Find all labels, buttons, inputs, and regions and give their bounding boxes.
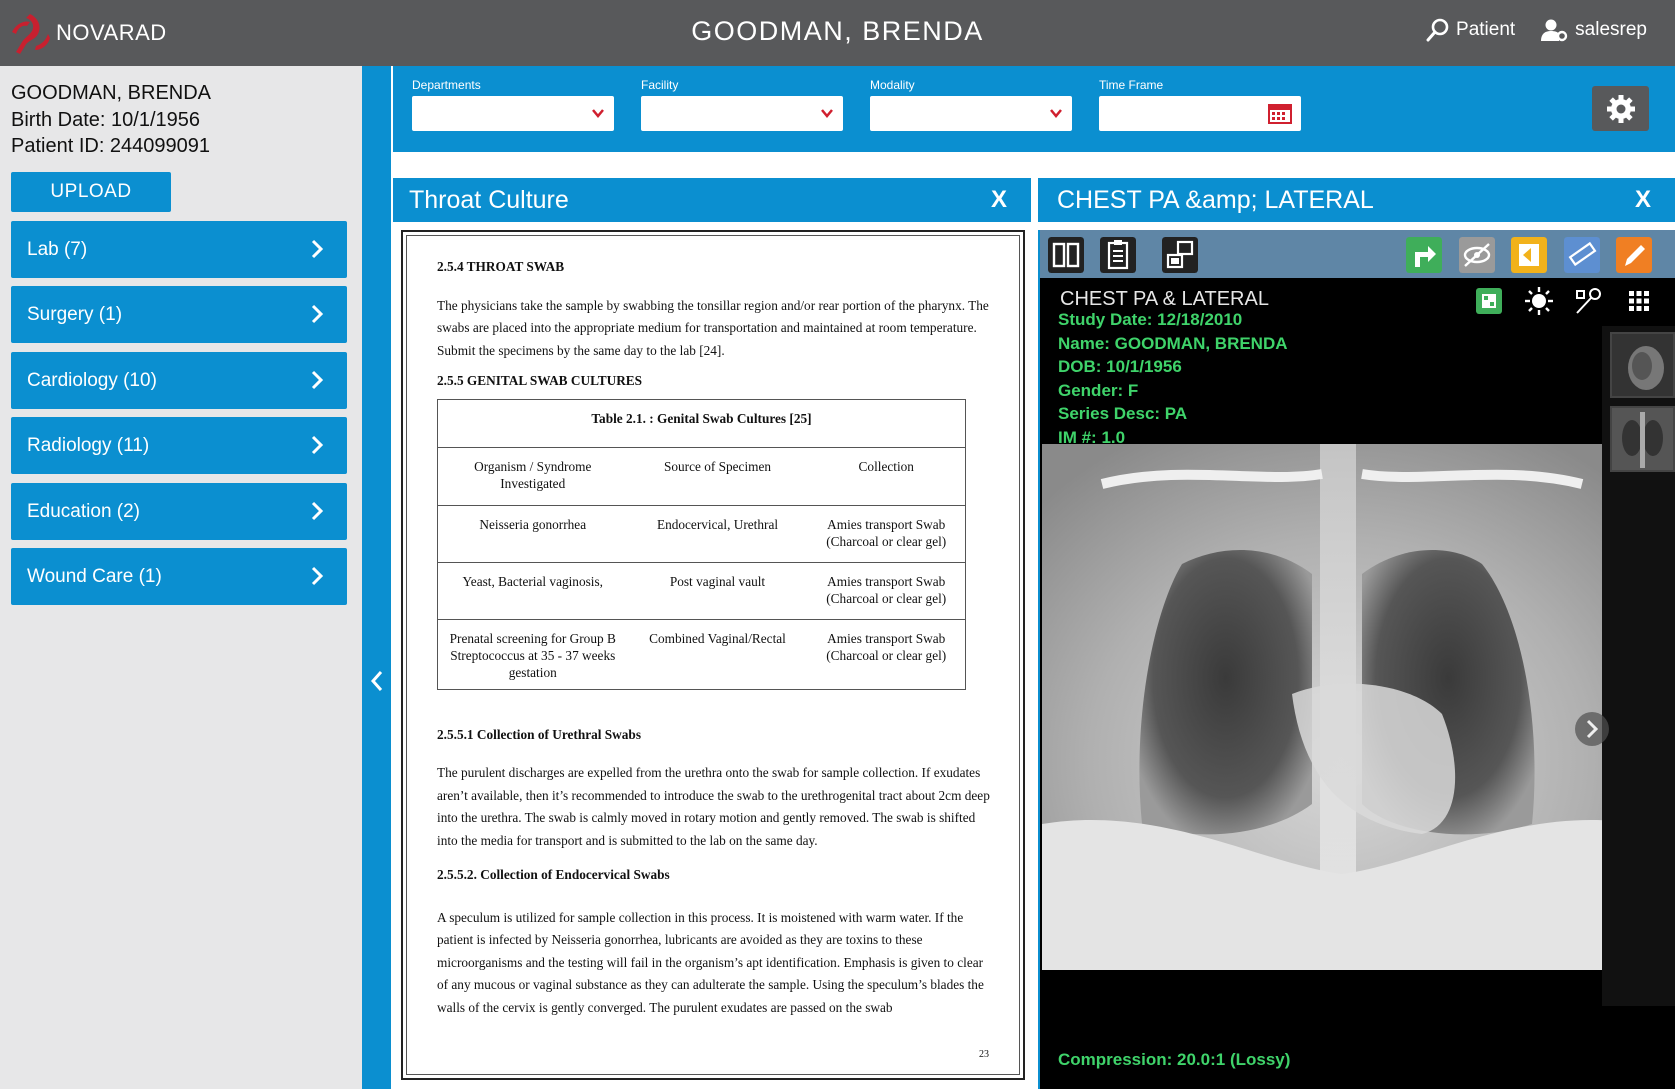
- timeframe-label: Time Frame: [1099, 78, 1164, 92]
- series-thumbnail[interactable]: [1610, 406, 1675, 472]
- section-heading: 2.5.5.1 Collection of Urethral Swabs: [437, 726, 641, 742]
- annotate-pen-icon[interactable]: [1616, 237, 1652, 273]
- top-bar: [0, 0, 1675, 66]
- facility-select[interactable]: [641, 96, 843, 131]
- overlay-dob: DOB: 10/1/1956: [1058, 357, 1182, 376]
- sidebar-item-education[interactable]: [11, 483, 347, 540]
- timeframe-filter: [1099, 78, 1301, 131]
- patient-name: GOODMAN, BRENDA: [11, 82, 212, 104]
- table-cell: Amies transport Swab (Charcoal or clear gel): [808, 505, 966, 562]
- departments-filter: [412, 78, 614, 131]
- table-cell: Amies transport Swab (Charcoal or clear gel): [808, 619, 966, 689]
- upload-button[interactable]: UPLOAD: [11, 172, 171, 212]
- table-cell: Endocervical, Urethral: [628, 505, 808, 562]
- logo-text: NOVARAD: [56, 20, 167, 45]
- sidebar-item-wound-care[interactable]: [11, 548, 347, 605]
- table-header-cell: Source of Specimen: [628, 447, 808, 505]
- patient-birth-date: Birth Date: 10/1/1956: [11, 108, 201, 131]
- user-gear-icon: [1541, 18, 1569, 42]
- close-viewer-button[interactable]: X: [1634, 186, 1651, 213]
- pa-thumbnail-image: [1612, 408, 1673, 470]
- sidebar-collapse-toggle[interactable]: [362, 66, 391, 1089]
- table-cell: Post vaginal vault: [628, 562, 808, 619]
- patient-search-link[interactable]: [1426, 18, 1515, 42]
- document-viewer[interactable]: [401, 230, 1025, 1080]
- patient-id: Patient ID: 244099091: [11, 135, 211, 157]
- user-menu[interactable]: [1541, 18, 1647, 42]
- page-number: 23: [979, 1048, 989, 1060]
- paragraph: The physicians take the sample by swabbing the tonsillar region and/or rear portion of the pharynx. The swabs are placed into the appropriate medium for transportation and maintained at room temperature. Submit the specimens by the same day to the lab [24].: [437, 297, 989, 358]
- split-view-icon[interactable]: [1048, 237, 1084, 273]
- sidebar-item-cardiology[interactable]: [11, 352, 347, 409]
- image-viewer: [1038, 230, 1675, 1089]
- gear-icon: [1606, 94, 1636, 124]
- table-cell: Neisseria gonorrhea: [438, 505, 628, 562]
- timeframe-input[interactable]: [1099, 96, 1301, 131]
- viewer-toolbar: [1040, 230, 1675, 278]
- layout-icon[interactable]: [1162, 237, 1198, 273]
- overlay-patient-name: Name: GOODMAN, BRENDA: [1058, 334, 1288, 353]
- overlay-study-date: Study Date: 12/18/2010: [1058, 310, 1243, 329]
- sidebar-item-radiology[interactable]: [11, 417, 347, 474]
- header-links: [1426, 18, 1647, 42]
- chevron-right-icon: [307, 370, 327, 390]
- next-image-button[interactable]: [1575, 712, 1609, 746]
- patient-link-label: Patient: [1456, 19, 1516, 40]
- chevron-right-icon: [307, 501, 327, 521]
- window-level-icon[interactable]: [1511, 237, 1547, 273]
- modality-select[interactable]: [870, 96, 1072, 131]
- viewer-panel-title: CHEST PA &amp; LATERAL: [1057, 186, 1374, 214]
- grid-layout-icon[interactable]: [1624, 286, 1654, 316]
- sidebar-item-lab[interactable]: [11, 221, 347, 278]
- lateral-thumbnail-image: [1612, 334, 1673, 396]
- sidebar-item-label: Education (2): [27, 500, 141, 522]
- paragraph: The purulent discharges are expelled from the urethra onto the swab for sample collection. If exudates aren’t available, then it’s recommended to introduce the swab to the urethrogenital tract about 2cm deep into the urethra. The swab is calmly moved in rotary motion and gently removed. The swab is shifted into the media for transport and is submitted to the lab on the same day.: [437, 765, 990, 848]
- chevron-right-icon: [307, 304, 327, 324]
- modality-filter: [870, 78, 1072, 131]
- chest-xray-image[interactable]: [1042, 444, 1640, 970]
- series-thumbnail-strip: [1602, 326, 1675, 1006]
- close-document-button[interactable]: X: [990, 186, 1007, 213]
- chevron-right-icon: [307, 435, 327, 455]
- departments-label: Departments: [412, 78, 481, 92]
- table-row: [438, 505, 966, 562]
- document-panel-title: Throat Culture: [409, 186, 569, 214]
- table-cell: Amies transport Swab (Charcoal or clear gel): [808, 562, 966, 619]
- sidebar-item-surgery[interactable]: [11, 286, 347, 343]
- chevron-down-icon: [820, 107, 834, 119]
- left-sidebar: [0, 66, 362, 1089]
- series-thumbnail[interactable]: [1610, 332, 1675, 398]
- sidebar-item-label: Wound Care (1): [27, 565, 162, 587]
- patient-info: [11, 80, 211, 160]
- report-icon[interactable]: [1100, 237, 1136, 273]
- compression-readout: Compression: 20.0:1 (Lossy): [1058, 1050, 1291, 1069]
- chevron-right-icon: [1575, 712, 1609, 746]
- document-panel-header: [393, 178, 1031, 222]
- series-name: CHEST PA & LATERAL: [1060, 288, 1269, 310]
- user-link-label: salesrep: [1575, 19, 1647, 40]
- chevron-left-icon: [369, 670, 385, 692]
- overlay-image-number: IM #: 1.0: [1058, 428, 1126, 447]
- section-heading: 2.5.4 THROAT SWAB: [437, 259, 565, 274]
- overlay-gender: Gender: F: [1058, 381, 1139, 400]
- hide-annotations-icon[interactable]: [1459, 237, 1495, 273]
- table-cell: Prenatal screening for Group B Streptococcus at 35 - 37 weeks gestation: [438, 619, 628, 689]
- ruler-icon[interactable]: [1564, 237, 1600, 273]
- table-caption: Table 2.1. : Genital Swab Cultures [25]: [438, 399, 966, 447]
- chevron-down-icon: [591, 107, 605, 119]
- shapes-tool-icon[interactable]: [1574, 286, 1604, 316]
- sidebar-item-label: Cardiology (10): [27, 369, 157, 391]
- genital-swab-table: [437, 399, 966, 690]
- table-cell: Combined Vaginal/Rectal: [628, 619, 808, 689]
- departments-select[interactable]: [412, 96, 614, 131]
- settings-button[interactable]: [1592, 86, 1649, 131]
- table-header-cell: Collection: [808, 447, 966, 505]
- brightness-icon[interactable]: [1524, 286, 1554, 316]
- document-page: [406, 235, 1020, 1075]
- section-heading: 2.5.5 GENITAL SWAB CULTURES: [437, 373, 643, 388]
- overlay-series-desc: Series Desc: PA: [1058, 404, 1188, 423]
- sidebar-item-label: Radiology (11): [27, 434, 150, 456]
- search-icon: [1426, 18, 1450, 42]
- chevron-right-icon: [307, 239, 327, 259]
- table-header-row: [438, 447, 966, 505]
- share-arrow-icon[interactable]: [1406, 237, 1442, 273]
- chevron-right-icon: [307, 566, 327, 586]
- table-header-cell: Organism / Syndrome Investigated: [438, 447, 628, 505]
- sidebar-item-label: Surgery (1): [27, 303, 123, 325]
- patient-title: GOODMAN, BRENDA: [691, 16, 984, 46]
- modality-label: Modality: [870, 78, 915, 92]
- calendar-icon[interactable]: [1268, 102, 1292, 124]
- table-row: [438, 562, 966, 619]
- section-heading: 2.5.5.2. Collection of Endocervical Swabs: [437, 867, 670, 882]
- sidebar-item-label: Lab (7): [27, 238, 88, 260]
- facility-filter: [641, 78, 843, 131]
- table-cell: Yeast, Bacterial vaginosis,: [438, 562, 628, 619]
- paragraph: A speculum is utilized for sample collection in this process. It is moistened with warm water. If the patient is infected by Neisseria gonorrhea, lubricants are avoided as they are toxins to these microorganisms and the testing will fail in the organism’s apt identification. Emphasis is given to clear of any mucous or vaginal substance as they can adulterate the sample. Using the speculum’s blades the walls of the cervix is gently converged. The purulent exudates are passed on the swab: [437, 909, 984, 1015]
- table-row: [438, 619, 966, 689]
- chevron-down-icon: [1049, 107, 1063, 119]
- viewer-panel-header: [1038, 178, 1675, 222]
- facility-label: Facility: [641, 78, 679, 92]
- cine-film-icon[interactable]: [1474, 286, 1504, 316]
- filter-bar: [393, 66, 1675, 152]
